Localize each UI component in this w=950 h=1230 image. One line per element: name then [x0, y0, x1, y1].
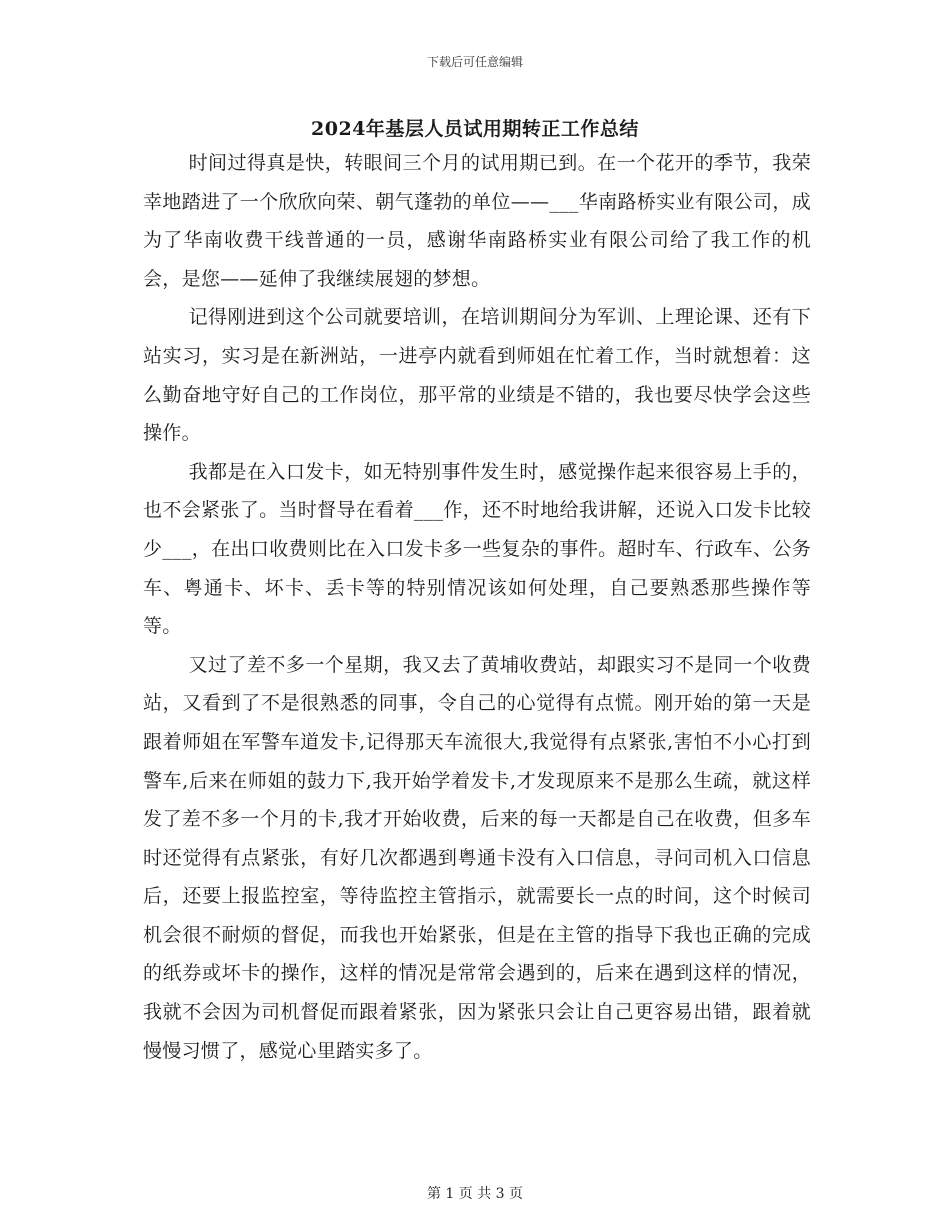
- paragraph: 又过了差不多一个星期，我又去了黄埔收费站，却跟实习不是同一个收费站，又看到了不是很熟悉的同事，令自己的心觉得有点慌。刚开始的第一天是跟着师姐在军警车道发卡,记得那天车流很大,我觉得有点紧张,害怕不小心打到警车,后来在师姐的鼓力下,我开始学着发卡,才发现原来不是那么生疏，就这样发了差不多一个月的卡,我才开始收费，后来的每一天都是自己在收费，但多车时还觉得有点紧张，有好几次都遇到粤通卡没有入口信息，寻问司机入口信息后，还要上报监控室，等待监控主管指示，就需要长一点的时间，这个时候司机会很不耐烦的督促，而我也开始紧张，但是在主管的指导下我也正确的完成的纸券或坏卡的操作，这样的情况是常常会遇到的，后来在遇到这样的情况，我就不会因为司机督促而跟着紧张，因为紧张只会让自己更容易出错，跟着就慢慢习惯了，感觉心里踏实多了。: [143, 653, 811, 1062]
- paragraph: 我都是在入口发卡，如无特别事件发生时，感觉操作起来很容易上手的，也不会紧张了。当时督导在看着___作，还不时地给我讲解，还说入口发卡比较少___，在出口收费则比在入口发卡多一些复杂的事件。超时车、行政车、公务车、粤通卡、坏卡、丢卡等的特别情况该如何处理，自己要熟悉那些操作等等。: [143, 460, 811, 638]
- paragraph: 记得刚进到这个公司就要培训，在培训期间分为军训、上理论课、还有下站实习，实习是在新洲站，一进亭内就看到师姐在忙着工作，当时就想着：这么勤奋地守好自己的工作岗位，那平常的业绩是不错的，我也要尽快学会这些操作。: [143, 306, 811, 445]
- header-note: 下载后可任意编辑: [426, 55, 523, 69]
- paragraph: 时间过得真是快，转眼间三个月的试用期已到。在一个花开的季节，我荣幸地踏进了一个欣欣向荣、朝气蓬勃的单位——___华南路桥实业有限公司，成为了华南收费干线普通的一员，感谢华南路桥实业有限公司给了我工作的机会，是您——延伸了我继续展翅的梦想。: [143, 152, 811, 290]
- document-title: 2024年基层人员试用期转正工作总结: [311, 118, 639, 140]
- page-number-footer: 第 1 页 共 3 页: [426, 1186, 524, 1202]
- document-body: [143, 144, 811, 1070]
